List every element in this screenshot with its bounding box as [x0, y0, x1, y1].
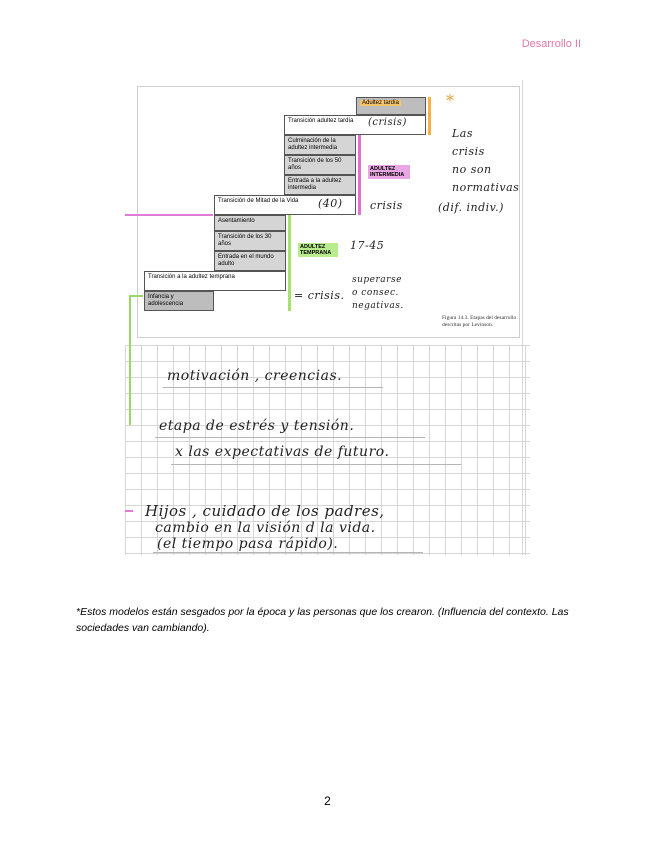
- stage-adultez-tardia: Adultez tardía: [356, 97, 426, 115]
- crisis-word-note: crisis: [370, 199, 403, 212]
- stage-entrada-intermedia: Entrada a la adultez intermedia: [284, 175, 356, 195]
- crisis-mitad-note: (40): [318, 197, 343, 210]
- stage-transicion-50: Transición de los 50 años: [284, 155, 356, 175]
- superar-note-2: o consec.: [352, 288, 399, 298]
- rule-4: [153, 552, 423, 553]
- handwritten-line-5: cambio en la visión d la vida.: [155, 520, 376, 536]
- connector-green-top: [129, 295, 143, 297]
- side-note-5: (dif. indiv.): [438, 201, 504, 214]
- notebook-photo: [125, 80, 530, 555]
- green-bracket: [288, 215, 291, 311]
- label-adultez-intermedia: ADULTEZ INTERMEDIA: [368, 165, 410, 179]
- handwritten-line-1: motivación , creencias.: [167, 368, 343, 384]
- age-range-note: 17-45: [350, 239, 385, 252]
- star-note: *: [446, 91, 455, 110]
- pink-bracket: [358, 135, 361, 215]
- superar-note-3: negativas.: [352, 301, 404, 311]
- rule-3: [171, 464, 461, 465]
- side-note-3: no son: [452, 163, 492, 176]
- page-number: 2: [324, 794, 331, 808]
- stage-culminacion: Culminación de la adultez intermedia: [284, 135, 356, 155]
- side-note-4: normativas: [452, 181, 520, 194]
- connector-bottom: [125, 510, 133, 512]
- stage-transicion-temprana: Transición a la adultez temprana: [144, 271, 286, 291]
- stage-transicion-adultez-tardia: Transición adultez tardía: [284, 115, 426, 135]
- orange-bracket: [428, 97, 431, 135]
- stage-transicion-30: Transición de los 30 años: [214, 231, 286, 251]
- side-note-1: Las: [452, 127, 474, 140]
- stage-asentamiento: Asentamiento: [214, 215, 286, 231]
- superar-note-1: superarse: [352, 275, 402, 285]
- label-adultez-temprana: ADULTEZ TEMPRANA: [298, 243, 338, 257]
- side-note-2: crisis: [452, 145, 485, 158]
- connector-top: [125, 214, 213, 216]
- page-header: Desarrollo II: [521, 38, 581, 50]
- margin-line: [522, 80, 523, 555]
- crisis-tardia-note: (crisis): [368, 117, 407, 128]
- handwritten-line-6: (el tiempo pasa rápido).: [157, 536, 339, 552]
- rule-2: [155, 437, 425, 438]
- stage-infancia: Infancia y adolescencia: [144, 291, 214, 311]
- connector-green: [129, 295, 131, 425]
- handwritten-line-4: Hijos , cuidado de los padres,: [145, 502, 385, 520]
- rule-1: [163, 387, 383, 388]
- handwritten-line-2: etapa de estrés y tensión.: [159, 418, 355, 434]
- footnote: *Estos modelos están sesgados por la época y las personas que los crearon. (Influencia del contexto. Las sociedades van cambiando).: [76, 606, 569, 634]
- figure-caption: Figura 14.3. Etapas del desarrollo descritas por Levinson.: [442, 315, 517, 328]
- stage-mitad-vida: Transición de Mitad de la Vida: [214, 195, 356, 215]
- stage-entrada-mundo: Entrada en el mundo adulto: [214, 251, 286, 271]
- levinson-diagram: [137, 86, 520, 338]
- equals-crisis-note: = crisis.: [294, 289, 345, 302]
- handwritten-line-3: x las expectativas de futuro.: [175, 444, 390, 460]
